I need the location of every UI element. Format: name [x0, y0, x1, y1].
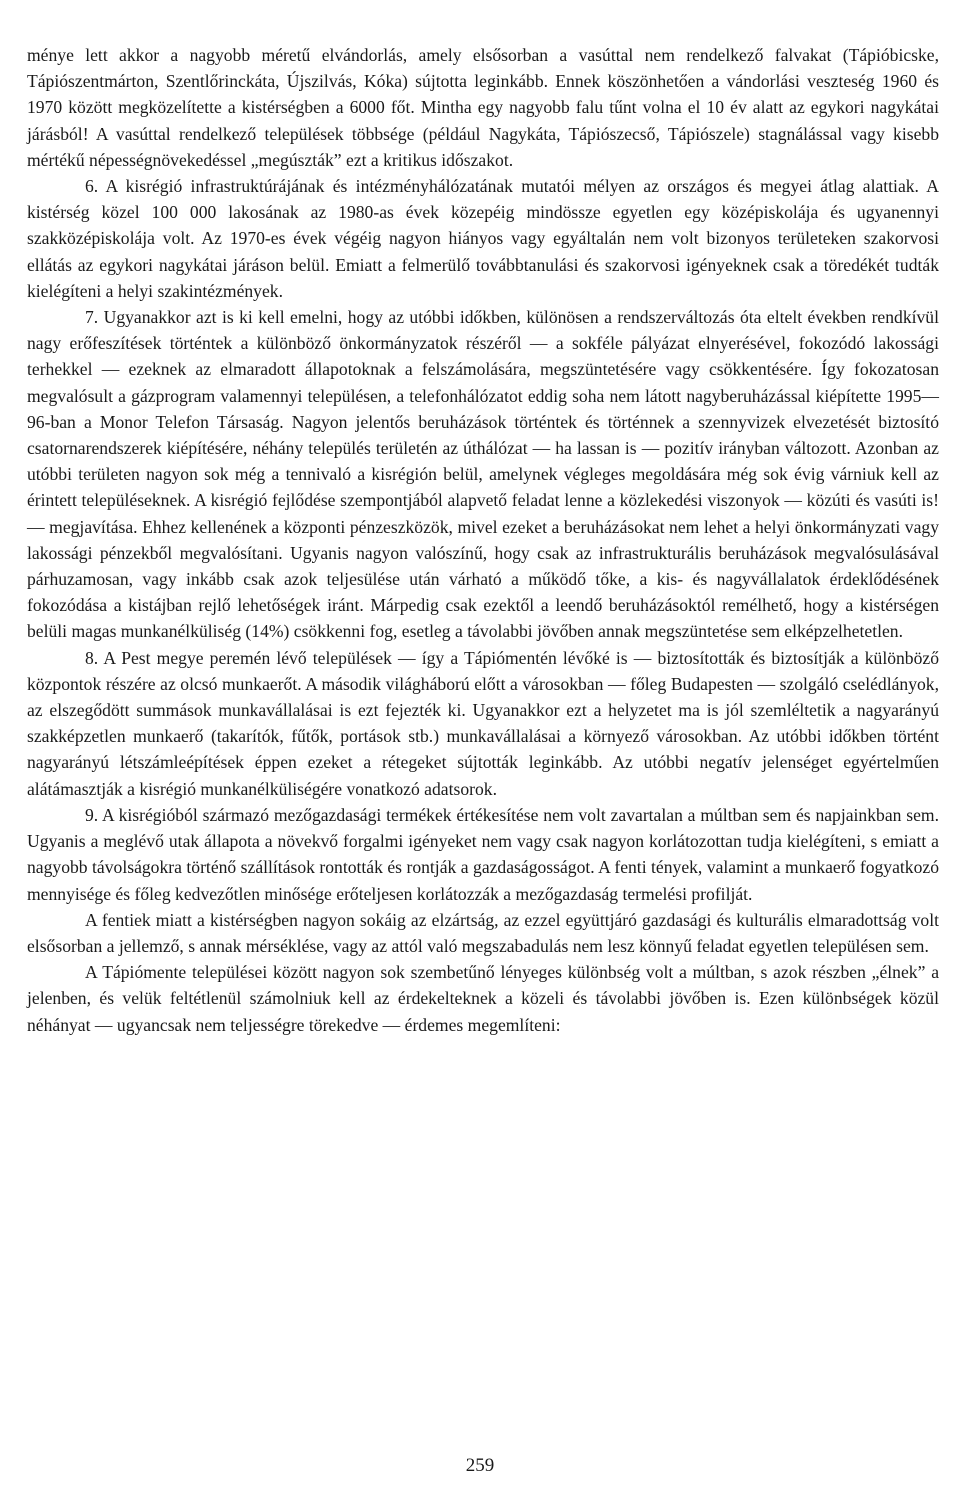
page-number: 259 — [465, 1455, 495, 1476]
paragraph-point-9: 9. A kisrégióból származó mezőgazdasági termékek értékesítése nem volt zavartalan a múltban sem és napjainkban sem. Ugyanis a meglévő utak állapota a növekvő forgalmi igényeket nem vagy csak nagyon korlátozottan tudja kielégíteni, s emiatt a nagyobb távolságokra történő szállítások rontották és rontják a gazdaságosságot. A fenti tények, valamint a munkaerő fogyatkozó mennyisége és főleg kedvezőtlen minősége erőteljesen korlátozzák a mezőgazdaság termelési profilját. — [27, 804, 939, 904]
paragraph-summary: A fentiek miatt a kistérségben nagyon sokáig az elzártság, az ezzel együttjáró gazdasági és kulturális elmaradottság volt elsősorban a jellemző, s annak mérséklése, vagy az attól való megszabadulás nem lesz könnyű feladat egyetlen településen sem. — [27, 909, 939, 956]
paragraph-point-6: 6. A kisrégió infrastruktúrájának és intézményhálózatának mutatói mélyen az országos és megyei átlag alattiak. A kistérség közel 100 000 lakosának az 1980-as évek közepéig mindössze egyetlen egy középiskolája és ugyanennyi szakközépiskolája volt. Az 1970-es évek végéig nagyon hiányos vagy egyáltalán nem volt bizonyos területeken szakorvosi ellátás az egykori nagykátai járáson belül. Emiatt a felmerülő továbbtanulási és szakorvosi igényeknek csak a töredékét tudták kielégíteni a helyi szakintézmények. — [27, 176, 939, 301]
paragraph-point-7: 7. Ugyanakkor azt is ki kell emelni, hogy az utóbbi időkben, különösen a rendszerváltozás óta eltelt években rendkívül nagy erőfeszítések történtek a különböző önkormányzatok részéről — a sokféle pályázat elnyerésével, fokozódó lakossági terhekkel — ezeknek az elmaradott állapotoknak a felszámolására, megszüntetésére vagy csökkentésére. Így fokozatosan megvalósult a gázprogram valamennyi településen, a telefonhálózatot eddig soha nem látott nagyberuházással kiépítette 1995—96-ban a Monor Telefon Társaság. Nagyon jelentős beruházások történtek és történnek a szennyvizek elvezetését biztosító csatornarendszerek kiépítésére, néhány település területén az úthálózat — ha lassan is — pozitív irányban változott. Azonban az utóbbi területen nagyon sok még a tennivaló a kisrégión belül, amelynek végleges megoldására még sok évig várniuk kell az érintett településeknek. A kisrégió fejlődése szempontjából alapvető feladat lenne a közlekedési viszonyok — közúti és vasúti is! — megjavítása. Ehhez kellenének a központi pénzeszközök, mivel ezeket a beruházásokat nem lehet a helyi önkormányzati vagy lakossági pénzekből megvalósítani. Ugyanis nagyon valószínű, hogy csak az infrastrukturális beruházások megvalósulásával párhuzamosan, vagy inkább csak azok teljesülése után várható a működő tőke, a kis- és nagyvállalatok érdeklődésének fokozódása a kistájban rejlő lehetőségek iránt. Márpedig csak ezektől a leendő beruházásoktól remélhető, hogy a kistérségen belüli magas munkanélküliség (14%) csökkenni fog, esetleg a távolabbi jövőben annak megszüntetése sem elképzelhetetlen. — [27, 307, 939, 642]
paragraph-continuation: ménye lett akkor a nagyobb méretű elvándorlás, amely elsősorban a vasúttal nem rendelkező falvakat (Tápióbicske, Tápiószentmárton, Szentlőrinckáta, Újszilvás, Kóka) sújtotta leginkább. Ennek köszönhetően a vándorlási veszteség 1960 és 1970 között megközelítette a kistérségben a 6000 főt. Mintha egy nagyobb falu tűnt volna el 10 év alatt az egykori nagykátai járásból! A vasúttal rendelkező települések többsége (például Nagykáta, Tápiószecső, Tápiószele) stagnálással vagy kisebb mértékű népességnövekedéssel „megúszták” ezt a kritikus időszakot. — [27, 45, 939, 170]
paragraph-closing: A Tápiómente települései között nagyon sok szembetűnő lényeges különbség volt a múltban, s azok részben „élnek” a jelenben, és velük feltétlenül számolniuk kell az érdekelteknek a közeli és távolabbi jövőben is. Ezen különbségek közül néhányat — ugyancsak nem teljességre törekedve — érdemes megemlíteni: — [27, 962, 939, 1035]
paragraph-point-8: 8. A Pest megye peremén lévő települések — így a Tápiómentén lévőké is — biztosították és biztosítják a különböző központok részére az olcsó munkaerőt. A második világháború előtt a városokban — főleg Budapesten — szolgáló cselédlányok, az elszegődött summások munkavállalásai is ezt fejezték ki. Ugyanakkor ezt a helyzetet ma is jól szemléltetik a nagyarányú szakképzetlen munkaerő (takarítók, fűtők, portások stb.) munkavállalásai a környező városokban. Az utóbbi időkben történt nagyarányú létszámleépítések éppen ezeket a rétegeket sújtották leginkább. Az utóbbi negatív jelenséget egyértelműen alátámasztják a kisrégió munkanélküliségére vonatkozó adatsorok. — [27, 647, 939, 799]
body-text — [27, 42, 939, 1038]
